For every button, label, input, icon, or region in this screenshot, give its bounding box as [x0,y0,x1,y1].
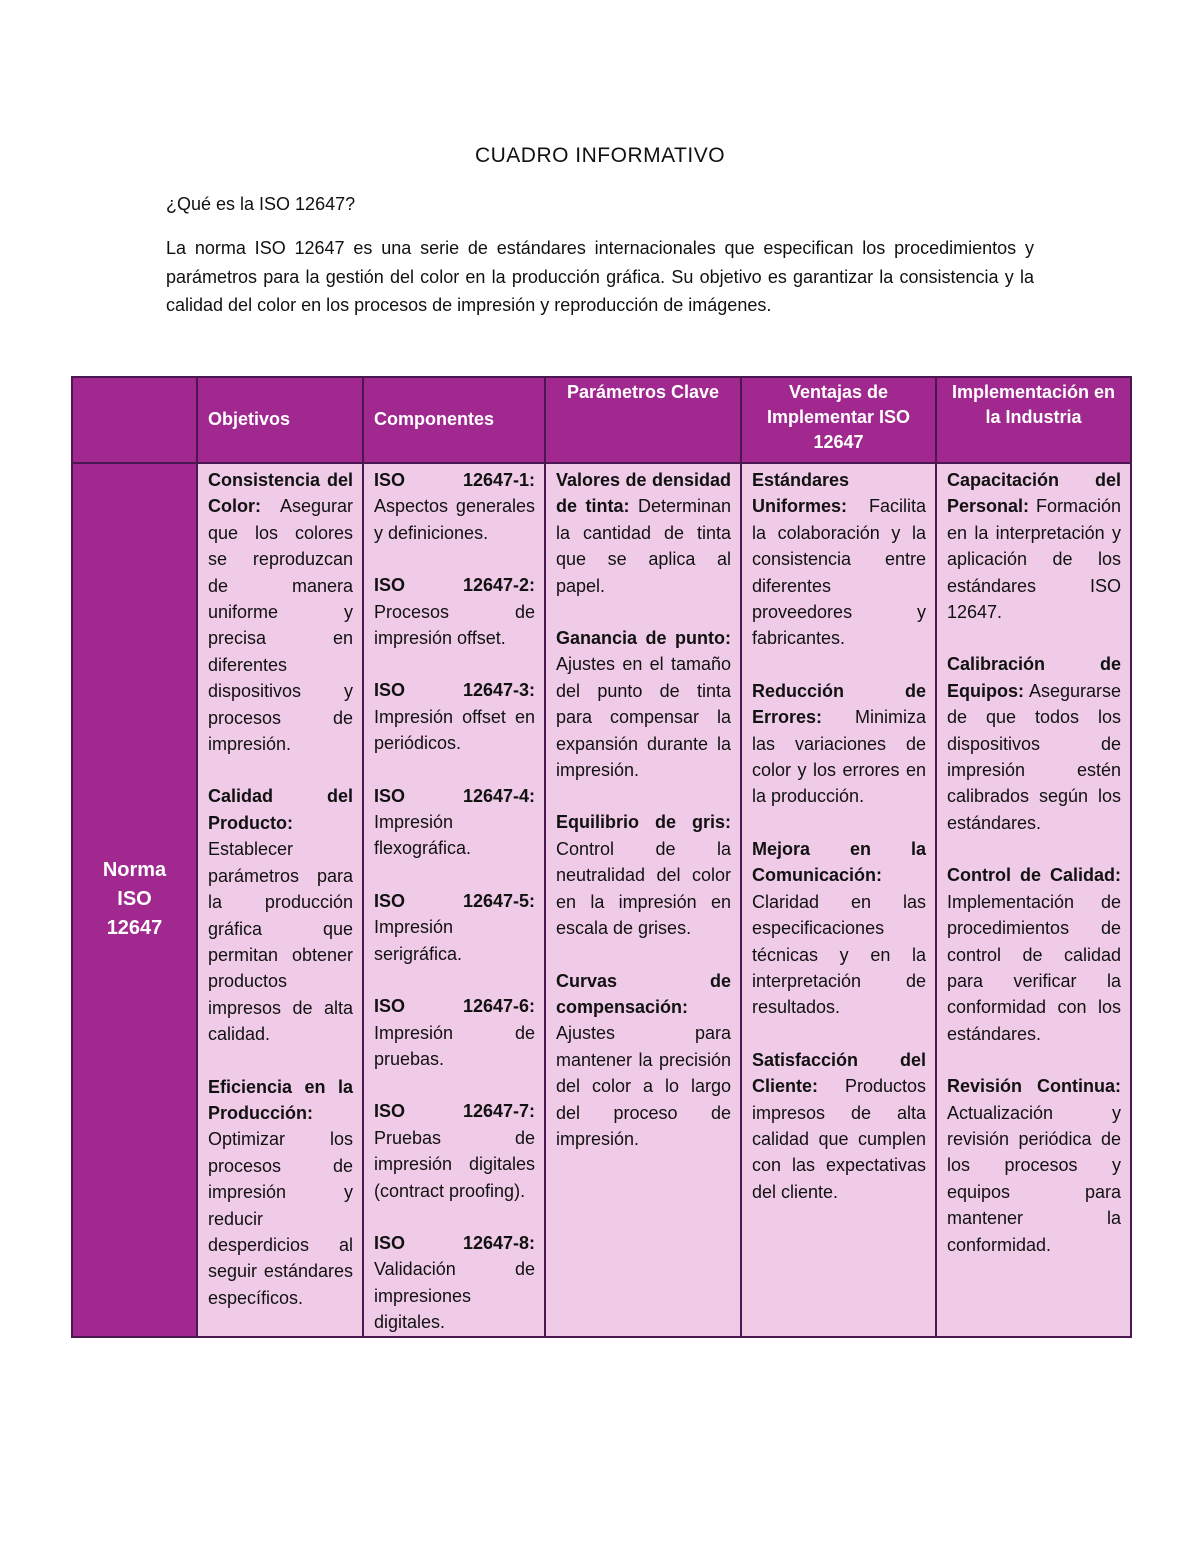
entry-text: Asegurar que los colores se reproduzcan de manera uniforme y precisa en diferentes dispositivos y procesos de impresión. [208,496,353,755]
document-title: CUADRO INFORMATIVO [474,144,726,167]
cell-entry [374,993,535,1072]
entry-term: Mejora en la Comunicación: [752,838,926,886]
entry-text: Asegurarse de que todos los dispositivos de impresión estén calibrados según los estándares. [947,680,1121,833]
entry-text: Impresión flexográfica. [374,812,472,859]
table-row [72,463,1131,1337]
cell-entry [374,1230,535,1336]
header-parametros-clave: Parámetros Clave [545,377,741,463]
cell-entry [556,467,731,599]
cell-ventajas [741,463,936,1337]
cell-entry [374,677,535,756]
header-implementacion: Implementación en la Industria [936,377,1131,463]
entry-text: Claridad en las especificaciones técnicas y en la interpretación de resultados. [752,891,926,1018]
cell-entry [752,678,926,810]
cell-entry [208,1074,353,1312]
entry-text: Implementación de procedimientos de control de calidad para verificar la conformidad con los estándares. [947,891,1121,1044]
cell-implementacion [936,463,1131,1337]
entry-text: Optimizar los procesos de impresión y reducir desperdicios al seguir estándares específicos. [208,1129,353,1308]
cell-entry [556,968,731,1153]
entry-text: Impresión offset en periódicos. [374,706,535,754]
entry-text: Ajustes en el tamaño del punto de tinta para compensar la expansión durante la impresión. [556,654,731,781]
entry-term: Control de Calidad: [947,865,1121,886]
section-question: ¿Qué es la ISO 12647? [166,194,356,214]
cell-entry [208,467,353,757]
entry-term: ISO 12647-1: [374,470,535,490]
entry-term: Capacitación del Personal: [947,470,1121,517]
entry-text: Establecer parámetros para la producción gráfica que permitan obtener productos impresos de alta calidad. [208,839,353,1045]
entry-text: Control de la neutralidad del color en la impresión en escala de grises. [556,838,731,939]
intro-paragraph: La norma ISO 12647 es una serie de estándares internacionales que especifican los procedimientos y parámetros para la gestión del color en la producción gráfica. Su objetivo es garantizar la consistencia y la calidad del color en los procesos de impresión y reproducción de imágenes. [166,238,1034,315]
entry-text: Productos impresos de alta calidad que cumplen con las expectativas del cliente. [752,1076,926,1202]
info-table [71,376,1132,1338]
table-header-row [72,377,1131,463]
cell-entry [208,783,353,1047]
entry-text: Determinan la cantidad de tinta que se aplica al papel. [556,496,731,596]
cell-parametros [545,463,741,1337]
entry-text: Minimiza las variaciones de color y los errores en la producción. [752,707,926,807]
cell-entry [374,783,535,862]
header-componentes: Componentes [363,377,545,463]
entry-term: ISO 12647-5: [374,890,535,911]
cell-entry [374,1098,535,1204]
entry-term: Calidad del Producto: [208,786,353,833]
cell-entry [556,625,731,783]
entry-term: Estándares Uniformes: [752,470,850,517]
entry-term: ISO 12647-2: [374,575,535,596]
cell-entry [947,1073,1121,1258]
cell-entry [374,467,535,546]
entry-term: Ganancia de punto: [556,628,731,649]
entry-text: Facilita la colaboración y la consistencia entre diferentes proveedores y fabricantes. [752,496,926,649]
entry-text: Ajustes para mantener la precisión del color a lo largo del proceso de impresión. [556,1023,731,1149]
cell-entry [752,467,926,652]
entry-term: Consistencia del Color: [208,470,353,517]
cell-entry [947,651,1121,836]
entry-term: Equilibrio de gris: [556,812,731,833]
row-header-norma [72,463,197,1337]
entry-term: Valores de densidad de tinta: [556,470,731,517]
entry-term: Reducción de Errores: [752,680,926,728]
header-objetivos: Objetivos [197,377,363,463]
entry-text: Pruebas de impresión digitales (contract proofing). [374,1127,535,1201]
entry-term: Satisfacción del Cliente: [752,1049,926,1097]
cell-entry [556,809,731,941]
row-header-label: Norma ISO 12647 [102,859,167,940]
cell-entry [752,836,926,1021]
entry-text: Impresión serigráfica. [374,917,463,964]
cell-entry [374,888,535,967]
entry-text: Aspectos generales y definiciones. [374,496,535,543]
entry-term: Curvas de compensación: [556,970,731,1017]
entry-term: ISO 12647-3: [374,680,535,701]
header-ventajas: Ventajas de Implementar ISO 12647 [741,377,936,463]
header-corner [72,377,197,463]
cell-objetivos [197,463,363,1337]
cell-entry [947,467,1121,625]
entry-text: Validación de impresiones digitales. [374,1259,535,1333]
entry-term: Calibración de Equipos: [947,654,1121,701]
entry-term: ISO 12647-7: [374,1101,535,1122]
entry-term: Eficiencia en la Producción: [208,1076,353,1123]
entry-text: Procesos de impresión offset. [374,601,535,649]
entry-term: ISO 12647-4: [374,785,535,806]
entry-term: Revisión Continua: [947,1076,1121,1097]
cell-componentes [363,463,545,1337]
entry-text: Impresión de pruebas. [374,1022,535,1069]
entry-term: ISO 12647-6: [374,996,535,1017]
cell-entry [374,572,535,651]
entry-text: Actualización y revisión periódica de los procesos y equipos para mantener la conformidad. [947,1102,1121,1255]
entry-text: Formación en la interpretación y aplicación de los estándares ISO 12647. [947,496,1121,623]
cell-entry [947,862,1121,1047]
cell-entry [752,1047,926,1205]
entry-term: ISO 12647-8: [374,1232,535,1253]
